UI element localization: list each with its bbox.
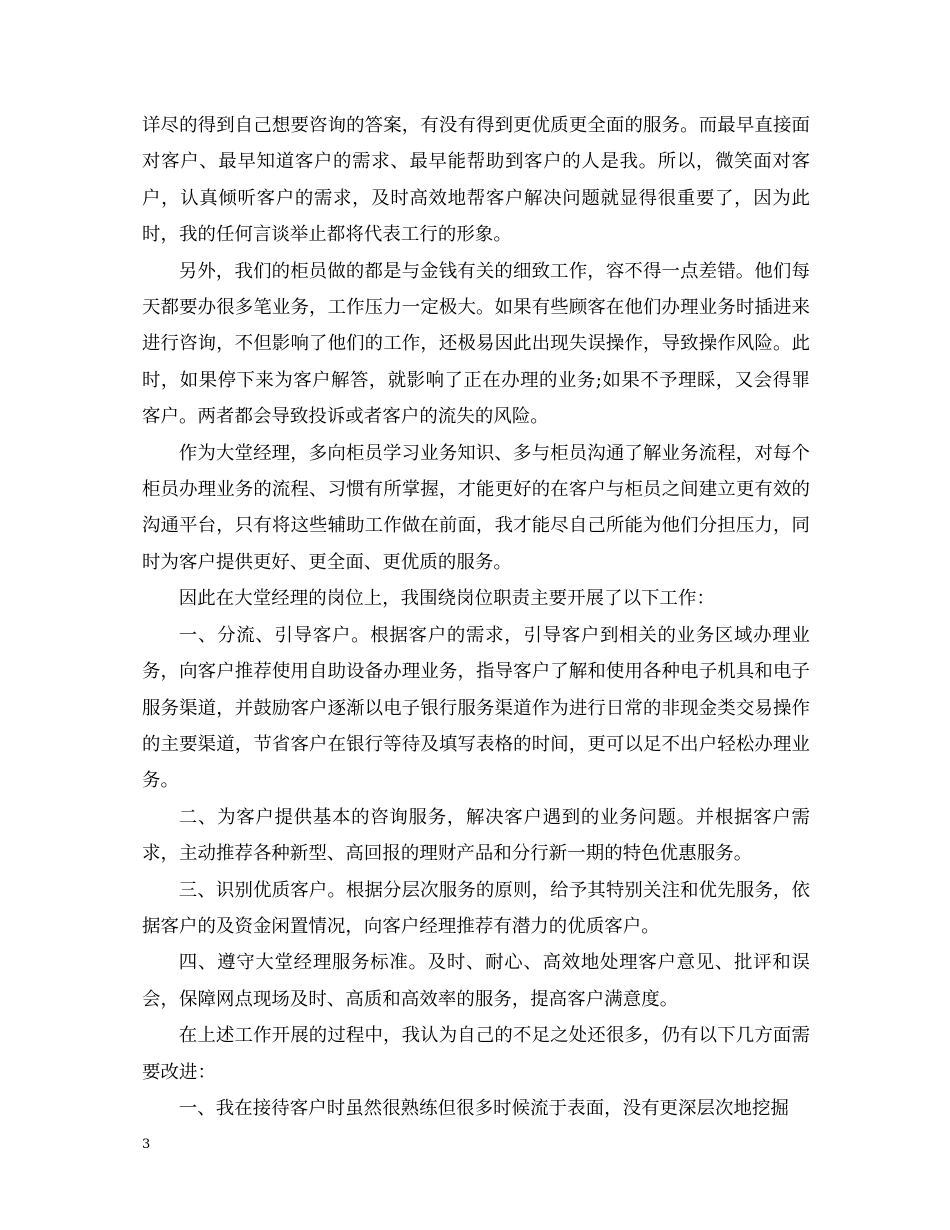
paragraph: 一、我在接待客户时虽然很熟练但很多时候流于表面，没有更深层次地挖掘 xyxy=(178,1097,789,1119)
paragraph: 二、为客户提供基本的咨询服务，解决客户遇到的业务问题。并根据客户需求，主动推荐各种新型、高回报的理财产品和分行新一期的特色优惠服务。 xyxy=(142,806,810,865)
paragraph: 因此在大堂经理的岗位上，我围绕岗位职责主要开展了以下工作： xyxy=(178,588,716,610)
paragraph: 四、遵守大堂经理服务标准。及时、耐心、高效地处理客户意见、批评和误会，保障网点现场及时、高质和高效率的服务，提高客户满意度。 xyxy=(142,952,810,1010)
page-number: 3 xyxy=(142,1137,151,1152)
paragraph: 另外，我们的柜员做的都是与金钱有关的细致工作，容不得一点差错。他们每天都要办很多笔业务，工作压力一定极大。如果有些顾客在他们办理业务时插进来进行咨询，不但影响了他们的工作，还极易因此出现失误操作，导致操作风险。此时，如果停下来为客户解答，就影响了正在办理的业务;如果不予理睬，又会得罪客户。两者都会导致投诉或者客户的流失的风险。 xyxy=(142,260,810,428)
paragraph: 详尽的得到自己想要咨询的答案，有没有得到更优质更全面的服务。而最早直接面对客户、最早知道客户的需求、最早能帮助到客户的人是我。所以，微笑面对客户，认真倾听客户的需求，及时高效地帮客户解决问题就显得很重要了，因为此时，我的任何言谈举止都将代表工行的形象。 xyxy=(142,115,810,246)
paragraph: 一、分流、引导客户。根据客户的需求，引导客户到相关的业务区域办理业务，向客户推荐使用自助设备办理业务，指导客户了解和使用各种电子机具和电子服务渠道，并鼓励客户逐渐以电子银行服务渠道作为进行日常的非现金类交易操作的主要渠道，节省客户在银行等待及填写表格的时间，更可以足不出户轻松办理业务。 xyxy=(142,624,810,792)
body-text xyxy=(142,108,810,1127)
paragraph: 在上述工作开展的过程中，我认为自己的不足之处还很多，仍有以下几方面需要改进： xyxy=(142,1025,810,1083)
paragraph: 三、识别优质客户。根据分层次服务的原则，给予其特别关注和优先服务，依据客户的及资金闲置情况，向客户经理推荐有潜力的优质客户。 xyxy=(142,879,810,937)
paragraph: 作为大堂经理，多向柜员学习业务知识、多与柜员沟通了解业务流程，对每个柜员办理业务的流程、习惯有所掌握，才能更好的在客户与柜员之间建立更有效的沟通平台，只有将这些辅助工作做在前面，我才能尽自己所能为他们分担压力，同时为客户提供更好、更全面、更优质的服务。 xyxy=(142,442,810,573)
